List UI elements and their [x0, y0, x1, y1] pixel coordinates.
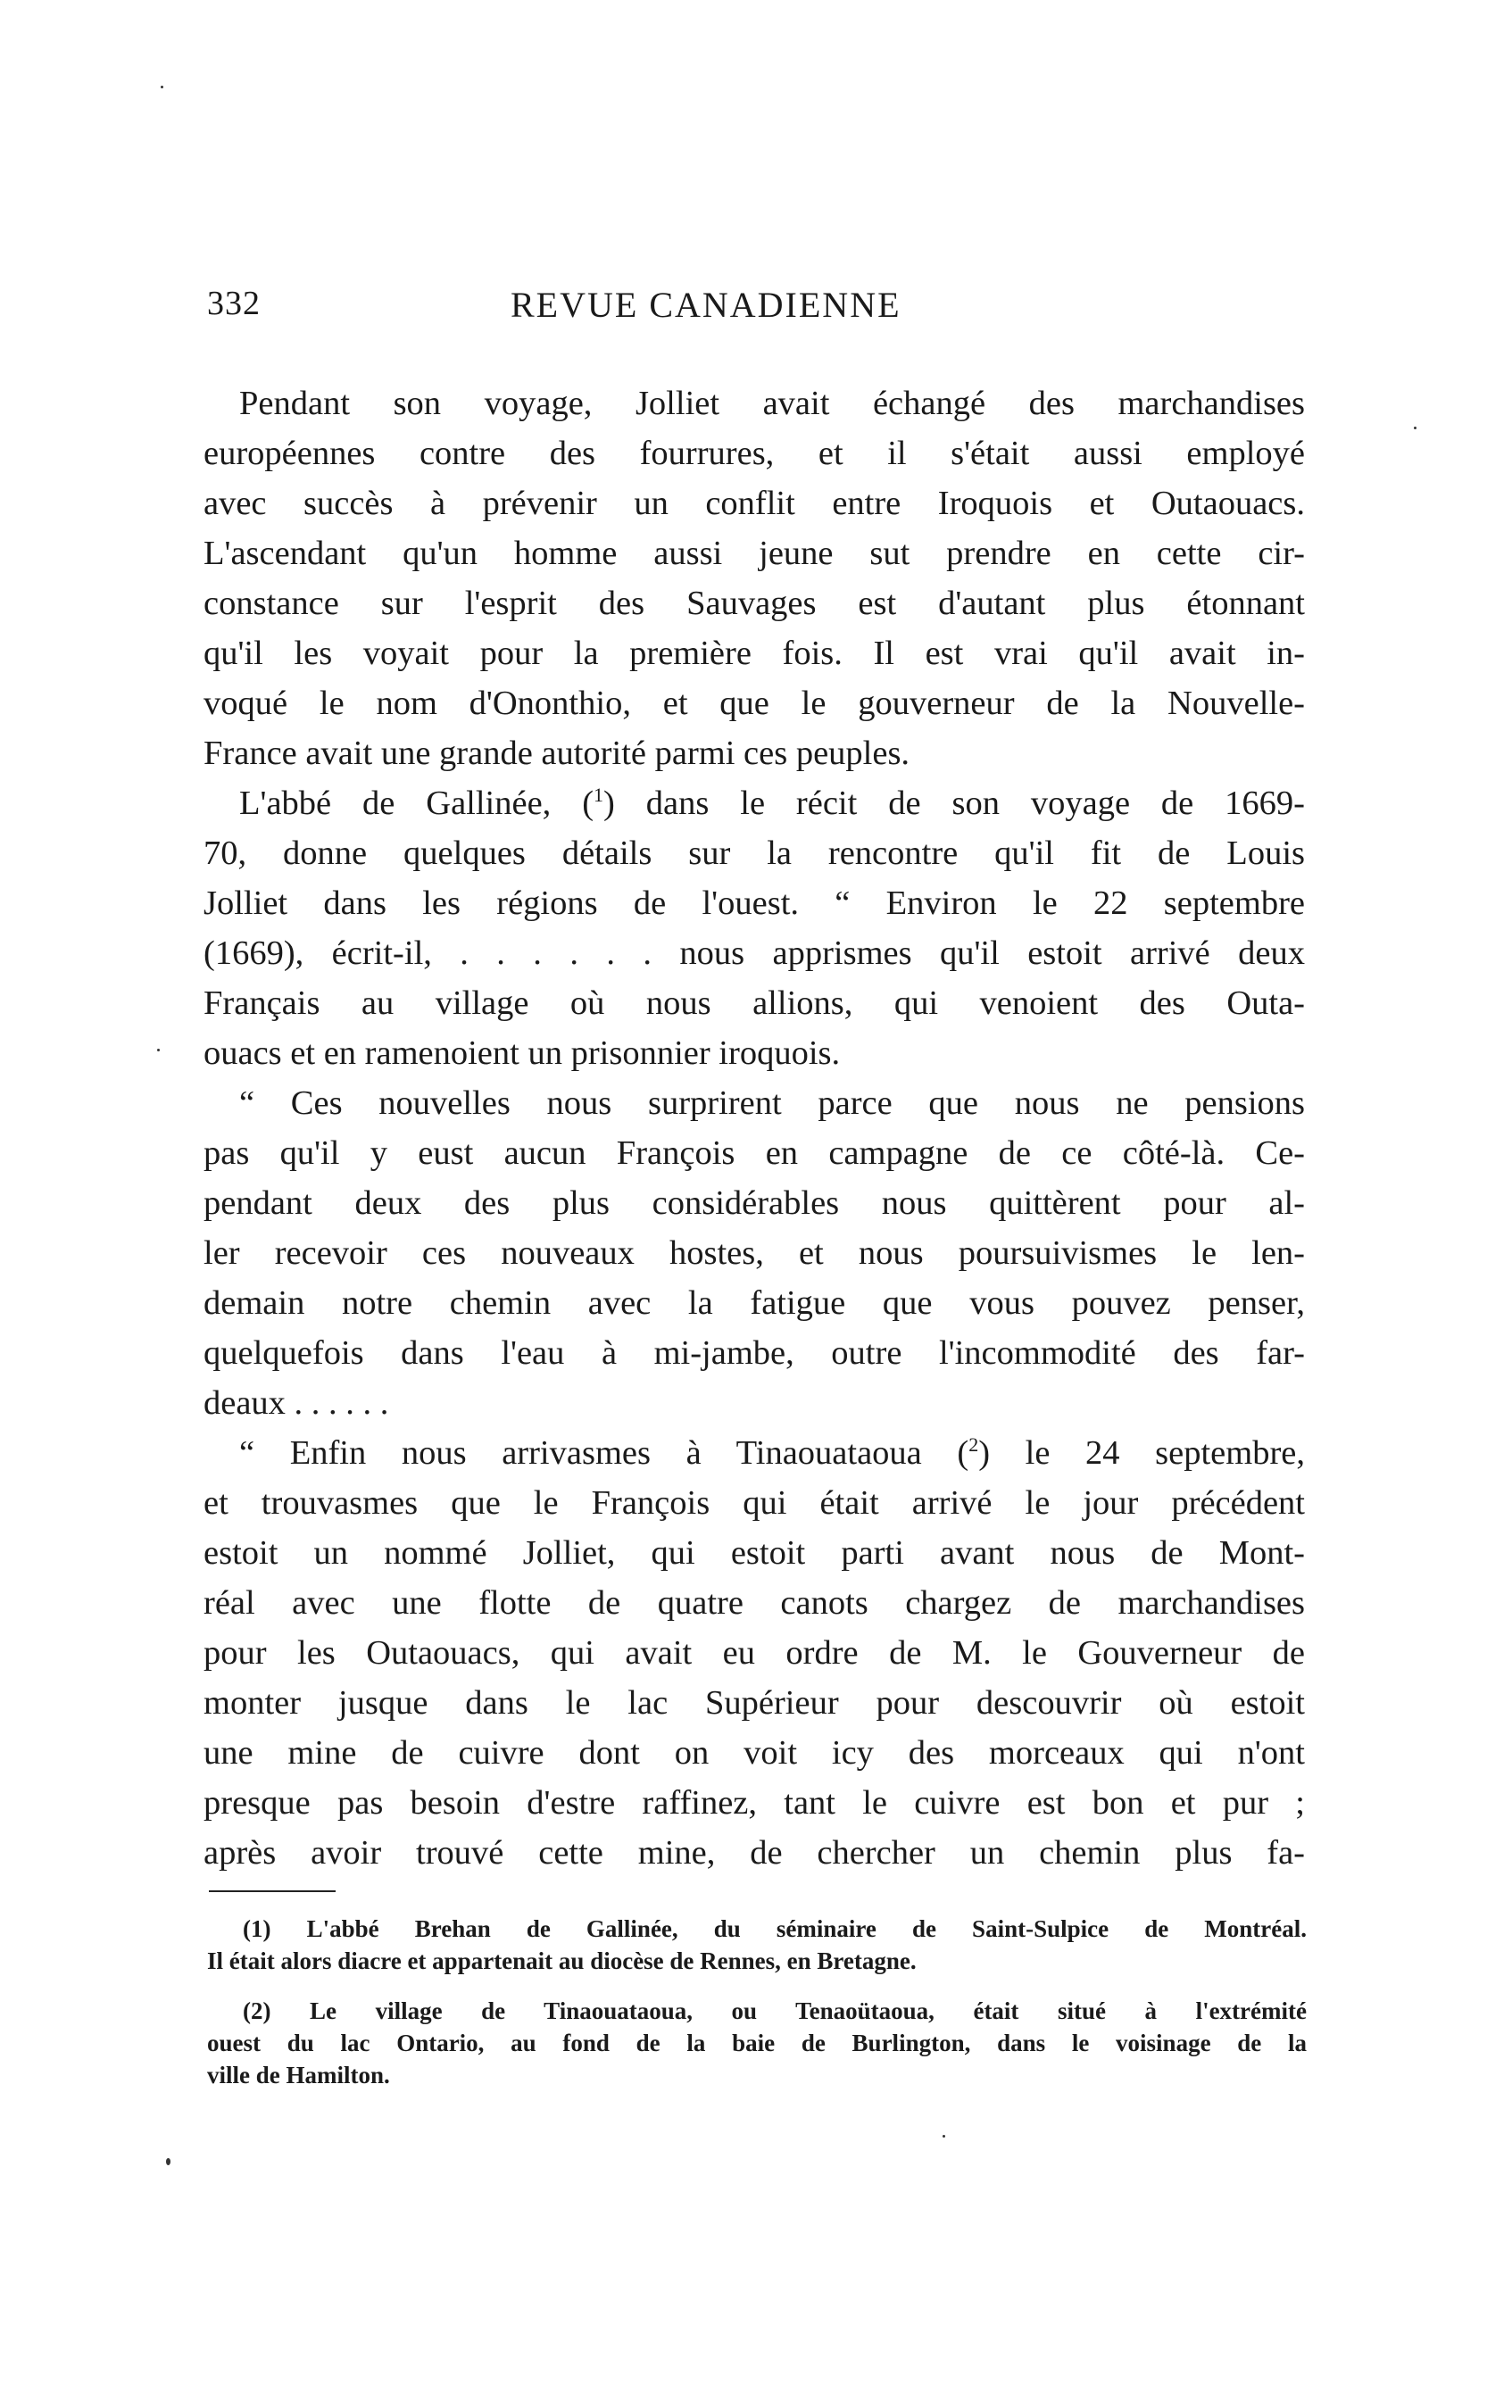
text-line: avec succès à prévenir un conflit entre Iroquois et Outaouacs.: [204, 485, 1305, 522]
text-fragment: L'abbé de Gallinée, (: [239, 785, 594, 822]
text-line: estoit un nommé Jolliet, qui estoit parti avant nous de Mont-: [204, 1534, 1305, 1572]
text-fragment: ) dans le récit de son voyage de 1669-: [603, 785, 1305, 822]
footnote-marker: 2: [968, 1433, 979, 1456]
text-line: Jolliet dans les régions de l'ouest. “ Environ le 22 septembre: [204, 884, 1305, 922]
footnote-line: ouest du lac Ontario, au fond de la baie de Burlington, dans le voisinage de la: [207, 2030, 1307, 2056]
text-line: une mine de cuivre dont on voit icy des morceaux qui n'ont: [204, 1734, 1305, 1772]
text-line: demain notre chemin avec la fatigue que vous pouvez penser,: [204, 1284, 1305, 1322]
text-line: qu'il les voyait pour la première fois. Il est vrai qu'il avait in-: [204, 635, 1305, 672]
text-line: (1669), écrit-il, . . . . . . nous apprismes qu'il estoit arrivé deux: [204, 934, 1305, 972]
text-line: pas qu'il y eust aucun François en campagne de ce côté-là. Ce-: [204, 1134, 1305, 1172]
text-line: Pendant son voyage, Jolliet avait échangé des marchandises: [239, 385, 1305, 422]
footnote-line: (2) Le village de Tinaouataoua, ou Tenaoütaoua, était situé à l'extrémité: [243, 1997, 1307, 2024]
footnote-line: ville de Hamilton.: [207, 2062, 390, 2088]
text-line: [204, 1428, 1305, 1478]
footnotes: [207, 1913, 1307, 2091]
text-line: France avait une grande autorité parmi ces peuples.: [204, 735, 910, 772]
running-head: [207, 284, 1305, 337]
text-line: pour les Outaouacs, qui avait eu ordre de M. le Gouverneur de: [204, 1634, 1305, 1672]
scan-speck: [943, 2135, 945, 2138]
text-line: après avoir trouvé cette mine, de chercher un chemin plus fa-: [204, 1834, 1305, 1872]
text-line: ouacs et en ramenoient un prisonnier iroquois.: [204, 1034, 841, 1072]
text-line: 70, donne quelques détails sur la rencontre qu'il fit de Louis: [204, 834, 1305, 872]
footnote-line: Il était alors diacre et appartenait au diocèse de Rennes, en Bretagne.: [207, 1947, 917, 1974]
footnote-marker: 1: [594, 784, 604, 806]
text-line: ler recevoir ces nouveaux hostes, et nous poursuivismes le len-: [204, 1234, 1305, 1272]
text-line: [204, 778, 1305, 828]
scan-speck: [1414, 427, 1416, 429]
page-number: 332: [207, 285, 261, 322]
body-text: [204, 378, 1305, 1878]
scan-speck: [166, 2158, 170, 2165]
scan-speck: [161, 86, 163, 88]
footnote-line: (1) L'abbé Brehan de Gallinée, du séminaire de Saint-Sulpice de Montréal.: [243, 1915, 1307, 1942]
text-line: constance sur l'esprit des Sauvages est d'autant plus étonnant: [204, 585, 1305, 622]
text-line: deaux . . . . . .: [204, 1384, 389, 1422]
text-line: et trouvasmes que le François qui était arrivé le jour précédent: [204, 1484, 1305, 1522]
text-line: voqué le nom d'Ononthio, et que le gouverneur de la Nouvelle-: [204, 685, 1305, 722]
text-line: quelquefois dans l'eau à mi-jambe, outre l'incommodité des far-: [204, 1334, 1305, 1372]
text-line: monter jusque dans le lac Supérieur pour descouvrir où estoit: [204, 1684, 1305, 1722]
footnote-rule: [209, 1890, 336, 1892]
text-line: européennes contre des fourrures, et il s'était aussi employé: [204, 435, 1305, 472]
scan-speck: [157, 1049, 160, 1051]
running-title: REVUE CANADIENNE: [511, 285, 901, 325]
text-line: presque pas besoin d'estre raffinez, tant le cuivre est bon et pur ;: [204, 1784, 1305, 1822]
text-line: pendant deux des plus considérables nous quittèrent pour al-: [204, 1184, 1305, 1222]
text-fragment: “ Enfin nous arrivasmes à Tinaouataoua (: [239, 1434, 969, 1472]
text-line: “ Ces nouvelles nous surprirent parce que nous ne pensions: [239, 1084, 1305, 1122]
text-fragment: ) le 24 septembre,: [978, 1434, 1305, 1472]
text-line: Français au village où nous allions, qui venoient des Outa-: [204, 984, 1305, 1022]
footnote-gap: [207, 1977, 1307, 1995]
text-line: réal avec une flotte de quatre canots chargez de marchandises: [204, 1584, 1305, 1622]
text-line: L'ascendant qu'un homme aussi jeune sut prendre en cette cir-: [204, 535, 1305, 572]
